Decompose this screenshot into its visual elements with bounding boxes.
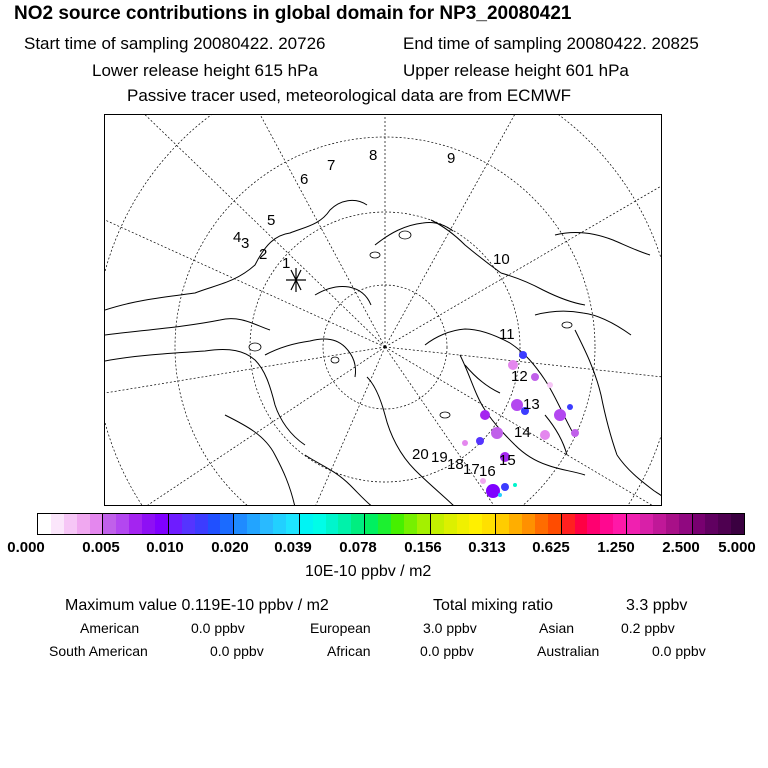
colorbar-swatch xyxy=(142,514,155,534)
region-name: African xyxy=(327,643,371,659)
trajectory-label-3: 3 xyxy=(241,235,250,252)
coastlines xyxy=(105,200,662,506)
colorbar-swatch xyxy=(575,514,588,534)
colorbar-swatch xyxy=(562,514,575,534)
colorbar-swatch xyxy=(509,514,522,534)
map-panel xyxy=(104,114,662,506)
colorbar-swatch xyxy=(535,514,548,534)
trajectory-label-13: 13 xyxy=(523,396,540,413)
colorbar-swatch xyxy=(482,514,496,534)
region-value: 3.0 ppbv xyxy=(423,620,477,636)
trajectory-label-18: 18 xyxy=(447,456,464,473)
colorbar-swatch xyxy=(444,514,457,534)
colorbar-swatch xyxy=(417,514,431,534)
colorbar-tick-label: 1.250 xyxy=(597,539,635,556)
colorbar-swatch xyxy=(378,514,391,534)
colorbar-tick-label: 2.500 xyxy=(662,539,700,556)
region-name: European xyxy=(310,620,371,636)
colorbar-swatch xyxy=(38,514,51,534)
colorbar-tick-label: 0.078 xyxy=(339,539,377,556)
islands xyxy=(249,231,572,418)
start-time: Start time of sampling 20080422. 20726 xyxy=(24,34,326,53)
trajectory-label-19: 19 xyxy=(431,449,448,466)
trajectory-label-10: 10 xyxy=(493,251,510,268)
colorbar-swatch xyxy=(640,514,653,534)
colorbar-swatch xyxy=(679,514,693,534)
maximum-value: Maximum value 0.119E-10 ppbv / m2 xyxy=(65,597,329,614)
colorbar-swatch xyxy=(548,514,562,534)
colorbar-tick-label: 5.000 xyxy=(718,539,756,556)
region-value: 0.0 ppbv xyxy=(652,643,706,659)
colorbar-swatch xyxy=(431,514,444,534)
graticule xyxy=(105,115,662,506)
trajectory-label-2: 2 xyxy=(259,246,268,263)
trajectory-label-16: 16 xyxy=(479,463,496,480)
colorbar-swatch xyxy=(51,514,64,534)
colorbar-swatch xyxy=(208,514,221,534)
trajectory-label-11: 11 xyxy=(499,326,515,343)
colorbar-swatch xyxy=(234,514,247,534)
colorbar-swatch xyxy=(587,514,600,534)
trajectory-label-17: 17 xyxy=(463,461,480,478)
colorbar-swatch xyxy=(169,514,182,534)
colorbar-swatch xyxy=(247,514,260,534)
colorbar-swatch xyxy=(705,514,718,534)
colorbar-swatch xyxy=(338,514,351,534)
region-name: Australian xyxy=(537,643,600,659)
colorbar-swatch xyxy=(457,514,470,534)
colorbar-swatch xyxy=(653,514,666,534)
colorbar-swatch xyxy=(326,514,339,534)
colorbar-swatch xyxy=(116,514,129,534)
colorbar-swatch xyxy=(77,514,90,534)
total-mixing-ratio-value: 3.3 ppbv xyxy=(626,597,688,614)
lower-release-height: Lower release height 615 hPa xyxy=(92,61,318,80)
colorbar-tick-label: 0.625 xyxy=(532,539,570,556)
colorbar-swatch xyxy=(365,514,378,534)
colorbar-swatch xyxy=(155,514,169,534)
trajectory-label-15: 15 xyxy=(499,452,516,469)
colorbar-tick-label: 0.005 xyxy=(82,539,120,556)
colorbar-swatch xyxy=(600,514,613,534)
colorbar-swatch xyxy=(496,514,509,534)
region-value: 0.0 ppbv xyxy=(420,643,474,659)
region-value: 0.0 ppbv xyxy=(210,643,264,659)
trajectory-label-1: 1 xyxy=(282,255,291,272)
colorbar-swatch xyxy=(627,514,640,534)
trajectory-label-20: 20 xyxy=(412,446,429,463)
colorbar-tick-label: 0.010 xyxy=(146,539,184,556)
polar-map xyxy=(105,115,662,506)
colorbar-swatch xyxy=(129,514,142,534)
colorbar-units: 10E-10 ppbv / m2 xyxy=(305,563,432,580)
colorbar-swatch xyxy=(351,514,365,534)
colorbar-swatch xyxy=(666,514,679,534)
colorbar-swatch xyxy=(718,514,731,534)
colorbar-swatch xyxy=(313,514,326,534)
colorbar-swatch xyxy=(404,514,417,534)
colorbar-swatch xyxy=(731,514,744,534)
colorbar-swatch xyxy=(300,514,313,534)
colorbar-swatch xyxy=(195,514,208,534)
colorbar-swatch xyxy=(522,514,535,534)
colorbar-swatch xyxy=(469,514,482,534)
colorbar-swatch xyxy=(391,514,404,534)
colorbar-swatch xyxy=(182,514,195,534)
tracer-note: Passive tracer used, meteorological data are from ECMWF xyxy=(127,86,572,105)
colorbar-tick-label: 0.000 xyxy=(7,539,45,556)
colorbar-swatch xyxy=(613,514,627,534)
trajectory-label-12: 12 xyxy=(511,368,528,385)
colorbar-swatch xyxy=(64,514,77,534)
trajectory-label-4: 4 xyxy=(233,229,242,246)
trajectory-label-6: 6 xyxy=(300,171,309,188)
colorbar-tick-label: 0.156 xyxy=(404,539,442,556)
colorbar-swatch xyxy=(220,514,234,534)
colorbar-swatch xyxy=(260,514,273,534)
trajectory-label-7: 7 xyxy=(327,157,336,174)
colorbar-tick-label: 0.313 xyxy=(468,539,506,556)
colorbar-swatch xyxy=(693,514,706,534)
trajectory-label-5: 5 xyxy=(267,212,276,229)
end-time: End time of sampling 20080422. 20825 xyxy=(403,34,699,53)
colorbar-swatch xyxy=(286,514,300,534)
region-value: 0.2 ppbv xyxy=(621,620,675,636)
region-name: American xyxy=(80,620,140,636)
total-mixing-ratio-label: Total mixing ratio xyxy=(433,597,554,614)
colorbar-tick-label: 0.020 xyxy=(211,539,249,556)
colorbar-swatch xyxy=(273,514,286,534)
trajectory-label-8: 8 xyxy=(369,147,378,164)
colorbar-tick-label: 0.039 xyxy=(274,539,312,556)
region-name: South American xyxy=(49,643,148,659)
colorbar-swatch xyxy=(90,514,104,534)
plot-title: NO2 source contributions in global domain for NP3_20080421 xyxy=(14,3,572,24)
region-value: 0.0 ppbv xyxy=(191,620,245,636)
upper-release-height: Upper release height 601 hPa xyxy=(403,61,629,80)
colorbar xyxy=(37,513,745,535)
colorbar-swatch xyxy=(103,514,116,534)
region-name: Asian xyxy=(539,620,575,636)
trajectory-label-9: 9 xyxy=(447,150,456,167)
trajectory-label-14: 14 xyxy=(514,424,531,441)
